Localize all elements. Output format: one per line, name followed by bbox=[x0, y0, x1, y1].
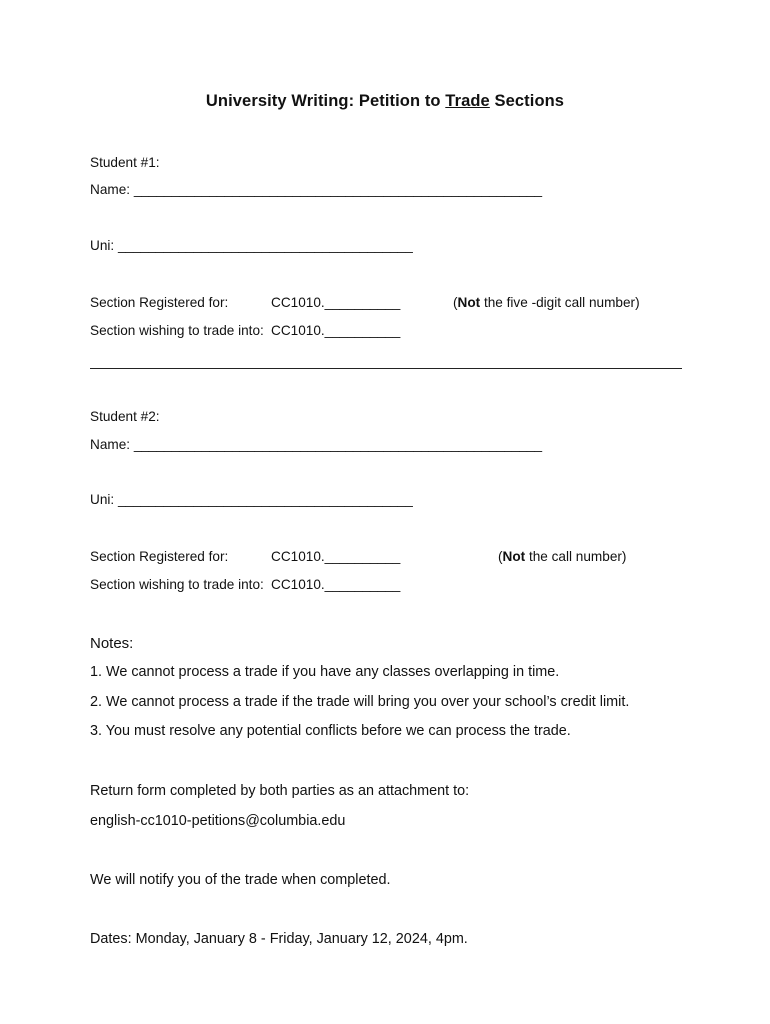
note-rest: the call number) bbox=[525, 549, 627, 564]
note-open: ( bbox=[453, 295, 458, 310]
student1-registered-field[interactable]: CC1010.__________ bbox=[271, 295, 401, 310]
student2-trade-into-label: Section wishing to trade into: bbox=[90, 577, 264, 592]
student2-call-number-note bbox=[498, 549, 626, 564]
student2-uni-field[interactable]: Uni: _______________________________________ bbox=[90, 492, 413, 507]
note-item: 2. We cannot process a trade if the trade will bring you over your school’s credit limit. bbox=[90, 694, 630, 710]
student1-call-number-note bbox=[453, 295, 640, 310]
title-suffix: Sections bbox=[489, 92, 565, 110]
page-title bbox=[0, 92, 770, 111]
note-item: 3. You must resolve any potential conflicts before we can process the trade. bbox=[90, 723, 571, 739]
title-prefix: University Writing: Petition to bbox=[205, 92, 446, 110]
student1-heading: Student #1: bbox=[90, 155, 160, 170]
student1-name-field[interactable]: Name: ______________________________________________________ bbox=[90, 182, 543, 197]
dates-text: Dates: Monday, January 8 - Friday, January 12, 2024, 4pm. bbox=[90, 931, 468, 947]
return-email[interactable]: english-cc1010-petitions@columbia.edu bbox=[90, 813, 346, 829]
note-rest: the five -digit call number) bbox=[480, 295, 640, 310]
note-item: 1. We cannot process a trade if you have any classes overlapping in time. bbox=[90, 664, 560, 680]
student2-registered-label: Section Registered for: bbox=[90, 549, 229, 564]
student1-uni-field[interactable]: Uni: _______________________________________ bbox=[90, 238, 413, 253]
student2-name-field[interactable]: Name: ______________________________________________________ bbox=[90, 437, 543, 452]
note-bold-not: Not bbox=[502, 549, 526, 564]
student2-trade-into-field[interactable]: CC1010.__________ bbox=[271, 577, 401, 592]
student2-registered-field[interactable]: CC1010.__________ bbox=[271, 549, 401, 564]
notify-text: We will notify you of the trade when completed. bbox=[90, 872, 391, 888]
student1-registered-label: Section Registered for: bbox=[90, 295, 229, 310]
student1-trade-into-field[interactable]: CC1010.__________ bbox=[271, 323, 401, 338]
note-open: ( bbox=[498, 549, 503, 564]
section-divider bbox=[90, 368, 682, 369]
note-bold-not: Not bbox=[457, 295, 481, 310]
student2-heading: Student #2: bbox=[90, 409, 160, 424]
student1-trade-into-label: Section wishing to trade into: bbox=[90, 323, 264, 338]
return-instructions: Return form completed by both parties as an attachment to: bbox=[90, 783, 470, 799]
notes-heading: Notes: bbox=[90, 635, 134, 652]
title-underlined-word: Trade bbox=[445, 92, 490, 110]
